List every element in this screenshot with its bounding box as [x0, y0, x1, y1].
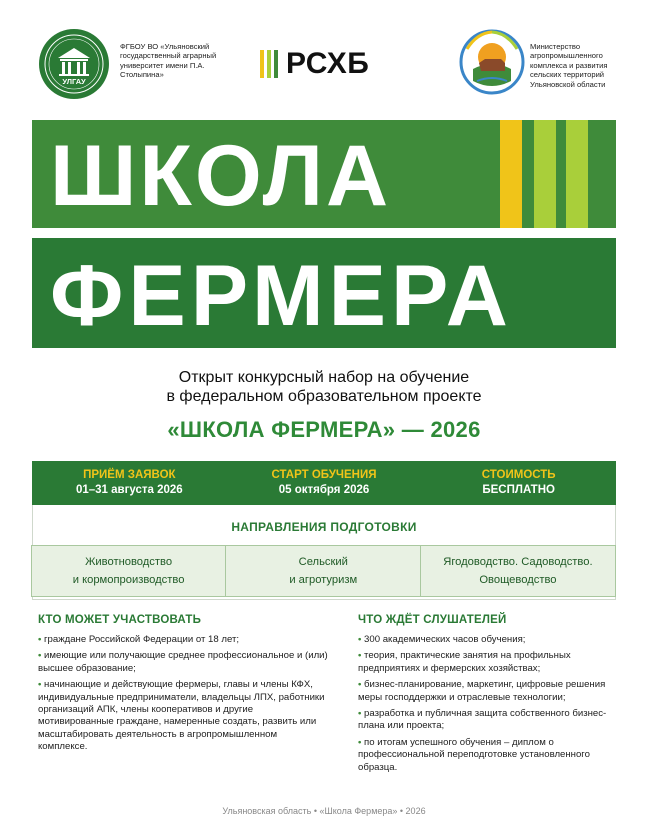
- ministry-emblem-icon: [459, 29, 525, 95]
- list-item: • бизнес-планирование, маркетинг, цифровые решения меры господдержки и отраслевые технологии;: [358, 679, 606, 703]
- ulgau-logo-icon: [38, 28, 110, 100]
- banner-title-line1: ШКОЛА: [50, 128, 392, 224]
- list-item: • 300 академических часов обучения;: [358, 634, 526, 645]
- info-start: [227, 461, 422, 505]
- direction-line: Животноводство: [85, 556, 173, 568]
- who-can-participate: [38, 614, 328, 758]
- info-label: ПРИЁМ ЗАЯВОК: [83, 469, 176, 481]
- rshb-text: РСХБ: [286, 47, 370, 80]
- info-applications: [32, 461, 227, 505]
- list-item: • теория, практические занятия на профильных предприятиях и фермерских хозяйствах;: [358, 650, 571, 674]
- direction-line: Сельский: [298, 556, 348, 568]
- expect-list: [358, 634, 620, 774]
- list-item-text: теория, практические занятия на профильных предприятиях и фермерских хозяйствах;: [358, 650, 571, 674]
- info-label: СТОИМОСТЬ: [481, 469, 556, 481]
- intro-line: Открыт конкурсный набор на обучение: [178, 369, 470, 386]
- ulgau-name: ФГБОУ ВО «Ульяновский государственный аграрный университет имени П.А. Столыпина»: [120, 42, 217, 80]
- footer: Ульяновская область • «Школа Фермера» • 2026: [222, 806, 426, 816]
- directions-list: [32, 545, 616, 597]
- list-item: • разработка и публичная защита собственного бизнес-плана или проекта;: [358, 708, 607, 732]
- list-item: • граждане Российской Федерации от 18 лет;: [38, 634, 240, 645]
- info-cost: [421, 461, 616, 505]
- info-value: 01–31 августа 2026: [75, 484, 183, 496]
- section-title: ЧТО ЖДЁТ СЛУШАТЕЛЕЙ: [358, 614, 507, 626]
- title-banner-top: [32, 120, 616, 228]
- direction-item: [225, 545, 421, 597]
- who-list: [38, 634, 328, 754]
- direction-item: [31, 545, 227, 597]
- yellow-stripe: [500, 120, 522, 228]
- list-item-text: граждане Российской Федерации от 18 лет;: [44, 634, 240, 645]
- project-subtitle: «ШКОЛА ФЕРМЕРА» — 2026: [167, 417, 481, 442]
- green-stripe: [566, 120, 588, 228]
- banner-title-line2: ФЕРМЕРА: [50, 248, 513, 344]
- section-title: КТО МОЖЕТ УЧАСТВОВАТЬ: [38, 614, 202, 626]
- header: [38, 28, 610, 102]
- direction-line: и кормопроизводство: [72, 574, 185, 586]
- info-strip: [32, 461, 616, 505]
- list-item-text: бизнес-планирование, маркетинг, цифровые решения меры господдержки и отраслевые технологии;: [358, 679, 606, 703]
- ministry-name: Министерство агропромышленного комплекса и развития сельских территорий Ульяновской области: [530, 42, 608, 89]
- direction-line: Ягодоводство. Садоводство.: [443, 556, 593, 568]
- rshb-logo: [260, 47, 369, 81]
- list-item-text: имеющие или получающие среднее профессиональное и (или) высшее образование;: [38, 650, 328, 674]
- list-item-text: по итогам успешного обучения – диплом о профессиональной переподготовке установленного образца.: [358, 736, 590, 773]
- direction-item: [420, 545, 616, 597]
- directions-title: НАПРАВЛЕНИЯ ПОДГОТОВКИ: [231, 520, 417, 534]
- title-banner-bottom: [32, 238, 616, 348]
- what-awaits: [358, 614, 620, 778]
- green-stripe: [534, 120, 556, 228]
- rshb-bars-icon: [260, 50, 278, 78]
- intro-line: в федеральном образовательном проекте: [166, 388, 482, 405]
- list-item: • имеющие или получающие среднее профессиональное и (или) высшее образование;: [38, 650, 328, 674]
- list-item-text: 300 академических часов обучения;: [364, 634, 526, 645]
- list-item: • начинающие и действующие фермеры, главы и члены КФХ, индивидуальные предприниматели, владельцы ЛПХ, работники организаций АПК, члены кооперативов и другие мотивированные граждане, намеренные создать, развить или масштабировать деятельность в агропромышленном комплексе.: [38, 679, 325, 753]
- info-value: БЕСПЛАТНО: [482, 484, 555, 496]
- direction-line: и агротуризм: [289, 574, 358, 586]
- list-item-text: начинающие и действующие фермеры, главы и члены КФХ, индивидуальные предприниматели, владельцы ЛПХ, работники организаций АПК, члены кооперативов и другие мотивированные граждане, намеренные создать, развить или масштабировать деятельность в агропромышленном комплексе.: [38, 679, 325, 753]
- info-value: 05 октября 2026: [278, 484, 370, 496]
- intro-text: [0, 368, 648, 406]
- list-item: • по итогам успешного обучения – диплом о профессиональной переподготовке установленного образца.: [358, 736, 590, 773]
- info-label: СТАРТ ОБУЧЕНИЯ: [271, 469, 377, 481]
- direction-line: Овощеводство: [479, 574, 557, 586]
- ulgau-logo-text: УЛГАУ: [62, 77, 86, 86]
- list-item-text: разработка и публичная защита собственного бизнес-плана или проекта;: [358, 708, 607, 732]
